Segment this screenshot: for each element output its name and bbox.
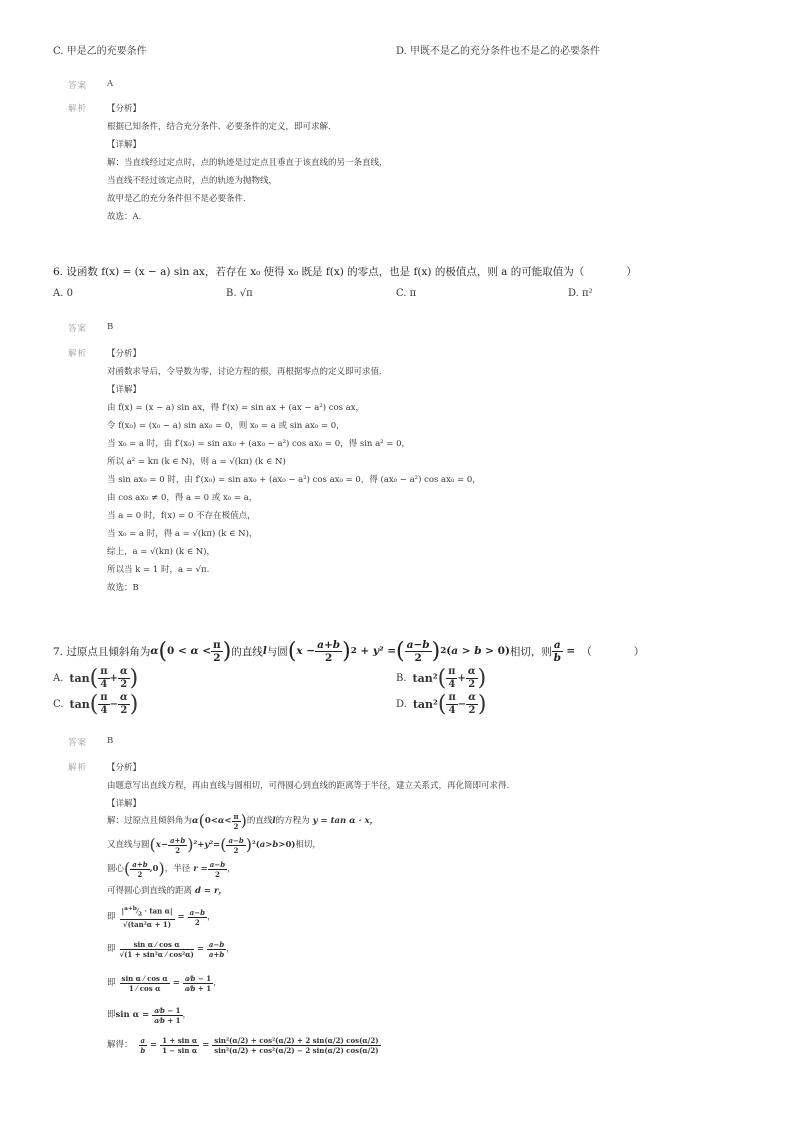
q6-answer: B (107, 322, 114, 332)
q7-paren: ) (129, 665, 139, 691)
q5-answer-label: 答案 (68, 81, 88, 91)
q7-sol-step1 (107, 902, 215, 932)
q6-line: 所以当 k = 1 时，a = √π. (107, 565, 210, 575)
q7-text: 即 (107, 944, 116, 954)
q7-op: + (457, 672, 466, 684)
q7-paren: ( (149, 835, 156, 854)
q7-formula-frac: $\frac{\alpha}{2}$ (120, 691, 128, 716)
q7-formula-frac: $\frac{a-b}{2}$ (228, 835, 244, 855)
q7-option-d-label: D. (396, 698, 407, 710)
q7-formula: = (193, 944, 207, 954)
q7-formula-frac: $\frac{\alpha}{2}$ (119, 665, 128, 690)
q5-line: 故选：A. (107, 212, 142, 222)
q7-op: − (109, 698, 119, 710)
q7-paren: ( (158, 638, 168, 664)
q6-line: 当 sin ax₀ = 0 时，由 f′(x₀) = sin ax₀ + (ax₀ − a²) cos ax₀ = 0，得 (ax₀ − a²) cos ax₀ = 0， (107, 475, 481, 485)
q7-paren: ) (240, 811, 247, 830)
q5-answer: A (107, 79, 114, 89)
q7-formula-frac: $\frac{\text{sin α ⁄ cos α}}{\text{1 ⁄ cos α}}$ (121, 973, 168, 993)
q7-option-c-label: C. (53, 698, 64, 710)
q7-paren: ( (437, 691, 447, 717)
q7-text: 可得圆心到直线的距离 (107, 886, 193, 896)
q7-formula-sq: 2 (440, 646, 447, 656)
q7-paren: ( (89, 691, 99, 717)
q7-option-d (396, 690, 486, 718)
q7-paren: ( (198, 811, 205, 830)
q7-paren: ( (396, 638, 405, 664)
q6-option-c: C. π (396, 288, 417, 299)
q7-formula: r = (190, 864, 208, 874)
q7-paren: ) (222, 638, 232, 664)
q7-sol-step3 (107, 966, 222, 1000)
q7-formula: y = tan α · x， (309, 816, 379, 826)
q7-paren: ) (342, 638, 351, 664)
q5-solution (107, 100, 388, 226)
q5-line: 解：当直线经过定点时，点的轨迹是过定点且垂直于该直线的另一条直线， (107, 158, 388, 168)
q7-paren: ( (124, 859, 131, 878)
q7-stem-mid3: 相切，则 (509, 645, 552, 658)
q5-line: 【详解】 (107, 140, 142, 150)
q5-line: 【分析】 (107, 104, 142, 114)
q7-stem-end: （ ） (581, 645, 645, 658)
q7-formula-y: + y² = (356, 645, 397, 657)
q7-text: ， (182, 1010, 192, 1020)
q7-option-b-label: B. (396, 672, 407, 684)
q7-formula-frac: $\frac{a-b}{a+b}$ (208, 939, 225, 959)
q7-stem (53, 636, 644, 666)
q7-stem-mid2: 与圆 (266, 645, 288, 658)
q7-text: 即 (107, 912, 116, 922)
q7-formula-eq: = (562, 645, 576, 657)
q7-paren: ) (477, 691, 487, 717)
q7-paren: ) (431, 638, 441, 664)
q7-formula-frac: $\frac{a-b}{2}$ (406, 638, 430, 664)
q7-stem-mid1: 的直线 (231, 645, 263, 658)
q6-line: 【分析】 (107, 349, 142, 359)
q5-option-c: C. 甲是乙的充要条件 (53, 46, 147, 57)
q7-formula-frac: $\frac{\text{1 + sin α}}{\text{1 − sin α}}$ (162, 1035, 198, 1055)
q7-text: ， (206, 912, 216, 922)
q7-formula-frac: $\frac{\pi}{4}$ (100, 691, 108, 716)
q5-line: 故甲是乙的充分条件但不是必要条件. (107, 194, 246, 204)
q7-paren: ) (158, 859, 165, 878)
q7-solution (107, 759, 509, 813)
q7-text: 解：过原点且倾斜角为 (107, 816, 193, 826)
q7-text: 圆心 (107, 864, 125, 874)
q7-sol-step2 (107, 932, 235, 966)
q7-option-b (396, 664, 486, 692)
q7-sol-line-distance (107, 882, 227, 900)
q7-paren: ) (129, 691, 139, 717)
q7-formula-l: l (262, 645, 267, 657)
q7-formula: = (147, 1040, 161, 1050)
q7-formula-frac: $\frac{a+b}{2}$ (317, 638, 341, 664)
q7-text: 又直线与圆 (107, 840, 150, 850)
q7-formula: ²(a>b>0) (252, 840, 296, 850)
q6-line: 对函数求导后，令导数为零，讨论方程的根，再根据零点的定义即可求值. (107, 367, 382, 377)
q7-answer: B (107, 736, 114, 746)
q7-text: 解得： (107, 1040, 133, 1050)
q7-line: 【详解】 (107, 799, 142, 809)
q7-sol-step4 (107, 1000, 191, 1030)
q7-option-a-formula: tan (69, 671, 90, 685)
q7-paren: ( (89, 665, 99, 691)
q5-analysis-label: 解析 (68, 104, 88, 114)
q7-formula: x− (155, 840, 168, 850)
q7-text: 即 (107, 978, 116, 988)
q7-formula: ,0 (149, 864, 159, 874)
q7-text: ， (213, 978, 222, 988)
q6-line: 所以 a² = kπ (k ∈ N)，则 a = √(kπ) (k ∈ N) (107, 457, 286, 467)
q7-formula: = (169, 978, 183, 988)
q6-line: 综上，a = √(kπ) (k ∈ N)， (107, 547, 215, 557)
q7-option-c (53, 690, 138, 718)
q6-line: 当 x₀ = a 时，由 f′(x₀) = sin ax₀ + (ax₀ − a²) cos ax₀ = 0，得 sin a² = 0， (107, 439, 411, 449)
q7-text: 相切， (295, 840, 321, 850)
q6-line: 由 f(x) = (x − a) sin ax，得 f′(x) = sin ax + (ax − a²) cos ax， (107, 403, 365, 413)
q7-option-c-formula: tan (69, 697, 90, 711)
q7-stem-prefix: 7. 过原点且倾斜角为 (53, 645, 151, 658)
q7-text: ， (226, 944, 235, 954)
q7-formula: sin α = (115, 1010, 153, 1020)
q7-formula-frac: $\frac{\pi}{2}$ (233, 811, 239, 831)
q7-formula-cond: (a > b > 0) (446, 645, 510, 657)
q7-option-b-formula: tan² (412, 671, 438, 685)
q5-line: 当直线不经过该定点时，点的轨迹为抛物线， (107, 176, 278, 186)
q7-formula-sq: 2 (350, 646, 357, 656)
q5-line: 根据已知条件，结合充分条件、必要条件的定义，即可求解. (107, 122, 331, 132)
q6-line: 当 x₀ = a 时，得 a = √(kπ) (k ∈ N)， (107, 529, 258, 539)
q7-text: 即 (107, 1010, 116, 1020)
q7-formula-frac: $\frac{\text{sin²(α/2) + cos²(α/2) + 2 sin(α/2) cos(α/2)}}{\text{sin²(α/2) + cos²(α/2) − 2 sin(α/2) cos(α/2)}}$ (214, 1035, 379, 1055)
q7-formula-frac: $\frac{\pi}{4}$ (100, 665, 108, 690)
q7-formula-frac: $\frac{\alpha}{2}$ (468, 691, 476, 716)
q7-formula-frac: $\frac{\alpha}{2}$ (467, 665, 476, 690)
q7-formula: α (192, 816, 199, 826)
q7-formula-frac: $\frac{a+b}{2}$ (132, 859, 148, 879)
q6-line: 【详解】 (107, 385, 142, 395)
q7-sol-step5 (107, 1030, 381, 1060)
q7-formula-frac: $\frac{a⁄b - 1}{a⁄b + 1}$ (154, 1005, 181, 1025)
q7-formula-frac: $\frac{|^{a+b}⁄_2 \cdot \tan \alpha|}{\text{√(tan²α + 1)}}$ (121, 905, 173, 930)
q6-solution (107, 345, 481, 597)
q7-formula-frac: $\frac{\pi}{4}$ (448, 691, 456, 716)
q7-formula-frac: $\frac{a-b}{2}$ (209, 859, 226, 879)
q7-formula-alpha: α (150, 645, 159, 657)
q7-paren: ) (477, 665, 487, 691)
q6-analysis-label: 解析 (68, 349, 88, 359)
q7-paren: ) (245, 835, 253, 854)
q7-formula-frac: $\frac{a+b}{2}$ (169, 835, 186, 855)
q7-text: 的方程为 (275, 816, 310, 826)
q6-answer-label: 答案 (68, 324, 88, 334)
q7-text: ， (227, 864, 236, 874)
q7-formula-frac: $\frac{\text{sin α ⁄ cos α}}{\text{√(1 + sin²α ⁄ cos²α)}}$ (119, 939, 194, 959)
q7-op: + (109, 672, 118, 684)
q7-formula-frac: $\frac{\pi}{4}$ (448, 665, 456, 690)
q7-formula-frac: $\frac{a⁄b - 1}{a⁄b + 1}$ (184, 973, 212, 993)
q7-paren: ) (187, 835, 194, 854)
q7-formula: = (199, 1040, 213, 1050)
q7-formula: l (272, 816, 276, 826)
q7-paren: ( (437, 665, 447, 691)
q7-paren: ( (287, 638, 297, 664)
q7-answer-label: 答案 (68, 738, 88, 748)
q7-sol-line-center (107, 857, 236, 881)
q7-formula: = (174, 912, 188, 922)
q7-option-d-formula: tan² (412, 697, 438, 711)
q7-formula-ab: $\frac{a}{b}$ (553, 638, 561, 664)
q6-line: 由 cos ax₀ ≠ 0，得 a = 0 或 x₀ = a， (107, 493, 258, 503)
q7-text: ，半径 (164, 864, 191, 874)
q7-paren: ( (220, 835, 227, 854)
q7-formula-x: x − (296, 645, 316, 657)
q7-option-a (53, 664, 138, 692)
q7-analysis-label: 解析 (68, 763, 88, 773)
q6-option-a: A. 0 (53, 288, 73, 299)
q5-option-d: D. 甲既不是乙的充分条件也不是乙的必要条件 (396, 46, 601, 57)
q6-line: 故选：B (107, 583, 139, 593)
q7-formula-frac: $\frac{a}{b}$ (140, 1035, 146, 1055)
q6-line: 当 a = 0 时，f(x) = 0 不存在极值点， (107, 511, 256, 521)
q7-formula-ineq: 0 < α < (167, 645, 212, 657)
q7-formula-pi2: $\frac{\pi}{2}$ (213, 638, 221, 664)
q6-option-b: B. √π (226, 288, 253, 299)
q6-stem: 6. 设函数 f(x) = (x − a) sin ax，若存在 x₀ 使得 x₀ 既是 f(x) 的零点，也是 f(x) 的极值点，则 a 的可能取值为（ ） (53, 266, 637, 278)
q7-line: 【分析】 (107, 763, 142, 773)
q7-formula-frac: $\frac{a-b}{2}$ (189, 907, 205, 927)
q7-formula: d = r， (192, 886, 227, 896)
q6-line: 令 f(x₀) = (x₀ − a) sin ax₀ = 0，则 x₀ = a 或 sin ax₀ = 0， (107, 421, 345, 431)
q7-line: 由题意写出直线方程，再由直线与圆相切，可得圆心到直线的距离等于半径，建立关系式，再化简即可求得. (107, 781, 510, 791)
q7-sol-line-circle (107, 833, 321, 857)
q7-formula: 0<α< (204, 816, 232, 826)
q7-op: − (457, 698, 467, 710)
q7-formula: ²+y²= (193, 840, 221, 850)
q7-text: 的直线 (246, 816, 273, 826)
q7-sol-line-slope (107, 810, 378, 832)
q6-option-d: D. π² (568, 288, 593, 299)
q7-option-a-label: A. (53, 672, 64, 684)
